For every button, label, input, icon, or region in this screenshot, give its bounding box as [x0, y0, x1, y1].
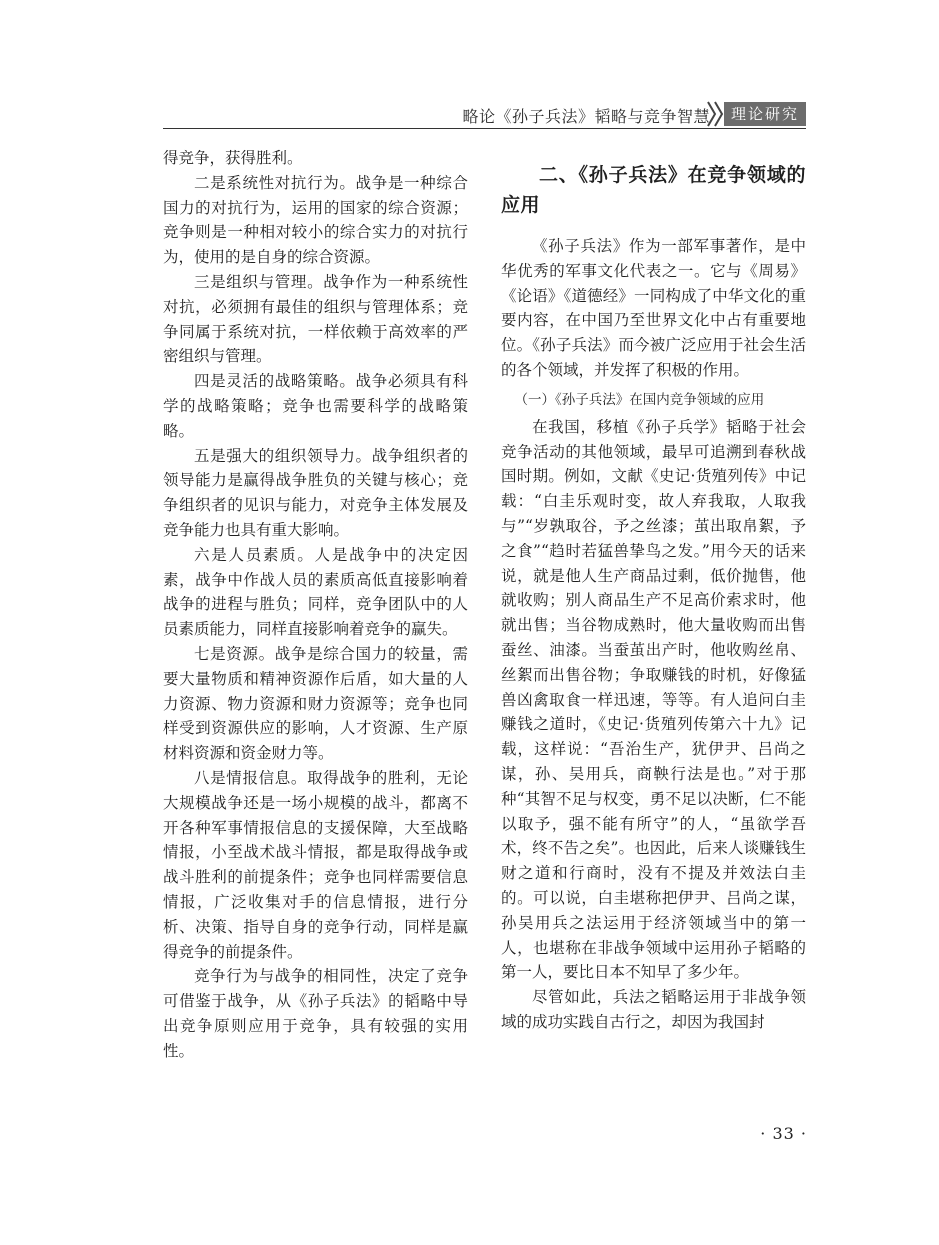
- double-chevron-icon: [706, 100, 726, 128]
- paragraph: 三是组织与管理。战争作为一种系统性对抗，必须拥有最佳的组织与管理体系；竞争同属于系统对抗，一样依赖于高效率的严密组织与管理。: [163, 272, 468, 366]
- running-title: 略论《孙子兵法》韬略与竞争智慧: [462, 107, 710, 126]
- paragraph: 尽管如此，兵法之韬略运用于非战争领域的成功实践自古行之，却因为我国封: [501, 988, 806, 1031]
- running-header: [163, 100, 806, 130]
- header-rule: [163, 128, 806, 129]
- page-number: · 33 ·: [760, 1124, 807, 1143]
- left-column: [163, 146, 468, 1063]
- paragraph: 竞争行为与战争的相同性，决定了竞争可借鉴于战争，从《孙子兵法》的韬略中导出竞争原则应用于竞争，具有较强的实用性。: [163, 967, 468, 1060]
- paragraph: 八是情报信息。取得战争的胜利，无论大规模战争还是一场小规模的战斗，都离不开各种军事情报信息的支援保障，大至战略情报，小至战术战斗情报，都是取得战争或战斗胜利的前提条件；竞争也同样需要信息情报，广泛收集对手的信息情报，进行分析、决策、指导自身的竞争行动，同样是赢得竞争的前提条件。: [163, 768, 468, 961]
- section-heading: 二、《孙子兵法》在竞争领域的应用: [501, 164, 806, 216]
- paragraph: 六是人员素质。人是战争中的决定因素，战争中作战人员的素质高低直接影响着战争的进程与胜负；同样，竞争团队中的人员素质能力，同样直接影响着竞争的赢失。: [163, 545, 468, 639]
- subsection-heading: （一）《孙子兵法》在国内竞争领域的应用: [514, 391, 765, 408]
- section-badge: 理论研究: [724, 102, 806, 126]
- paragraph: 得竞争，获得胜利。: [163, 149, 303, 167]
- paragraph: 五是强大的组织领导力。战争组织者的领导能力是赢得战争胜负的关键与核心；竞争组织者的见识与能力，对竞争主体发展及竞争能力也具有重大影响。: [163, 446, 468, 539]
- right-column: [501, 160, 806, 1035]
- paragraph: 二是系统性对抗行为。战争是一种综合国力的对抗行为，运用的国家的综合资源；竞争则是一种相对较小的综合实力的对抗行为，使用的是自身的综合资源。: [163, 173, 468, 267]
- paragraph: 七是资源。战争是综合国力的较量，需要大量物质和精神资源作后盾，如大量的人力资源、物力资源和财力资源等；竞争也同样受到资源供应的影响，人才资源、生产原材料资源和资金财力等。: [163, 644, 468, 763]
- paragraph: 《孙子兵法》作为一部军事著作，是中华优秀的军事文化代表之一。它与《周易》《论语》《道德经》一同构成了中华文化的重要内容，在中国乃至世界文化中占有重要地位。《孙子兵法》而今被广泛应用于社会生活的各个领域，并发挥了积极的作用。: [501, 237, 806, 379]
- paragraph: 四是灵活的战略策略。战争必须具有科学的战略策略；竞争也需要科学的战略策略。: [163, 372, 468, 440]
- paragraph: 在我国，移植《孙子兵学》韬略于社会竞争活动的其他领域，最早可追溯到春秋战国时期。例如，文献《史记·货殖列传》中记载：“白圭乐观时变，故人弃我取，人取我与”“岁孰取谷，予之丝漆；茧出取帛絮，予之食”“趋时若猛兽挚鸟之发。”用今天的话来说，就是他人生产商品过剩，低价抛售，他就收购；别人商品生产不足高价索求时，他就出售；当谷物成熟时，他大量收购而出售蚕丝、油漆。当蚕茧出产时，他收购丝帛、丝絮而出售谷物；争取赚钱的时机，好像猛兽凶禽取食一样迅速，等等。有人追问白圭赚钱之道时，《史记·货殖列传第六十九》记载，这样说：“吾治生产，犹伊尹、吕尚之谋，孙、吴用兵，商鞅行法是也。”对于那种“其智不足与权变，勇不足以决断，仁不能以取予，强不能有所守”的人，“虽欲学吾术，终不告之矣”。也因此，后来人谈赚钱生财之道和行商时，没有不提及并效法白圭的。可以说，白圭堪称把伊尹、吕尚之谋，孙吴用兵之法运用于经济领域当中的第一人，也堪称在非战争领域中运用孙子韬略的第一人，要比日本不知早了多少年。: [501, 417, 806, 982]
